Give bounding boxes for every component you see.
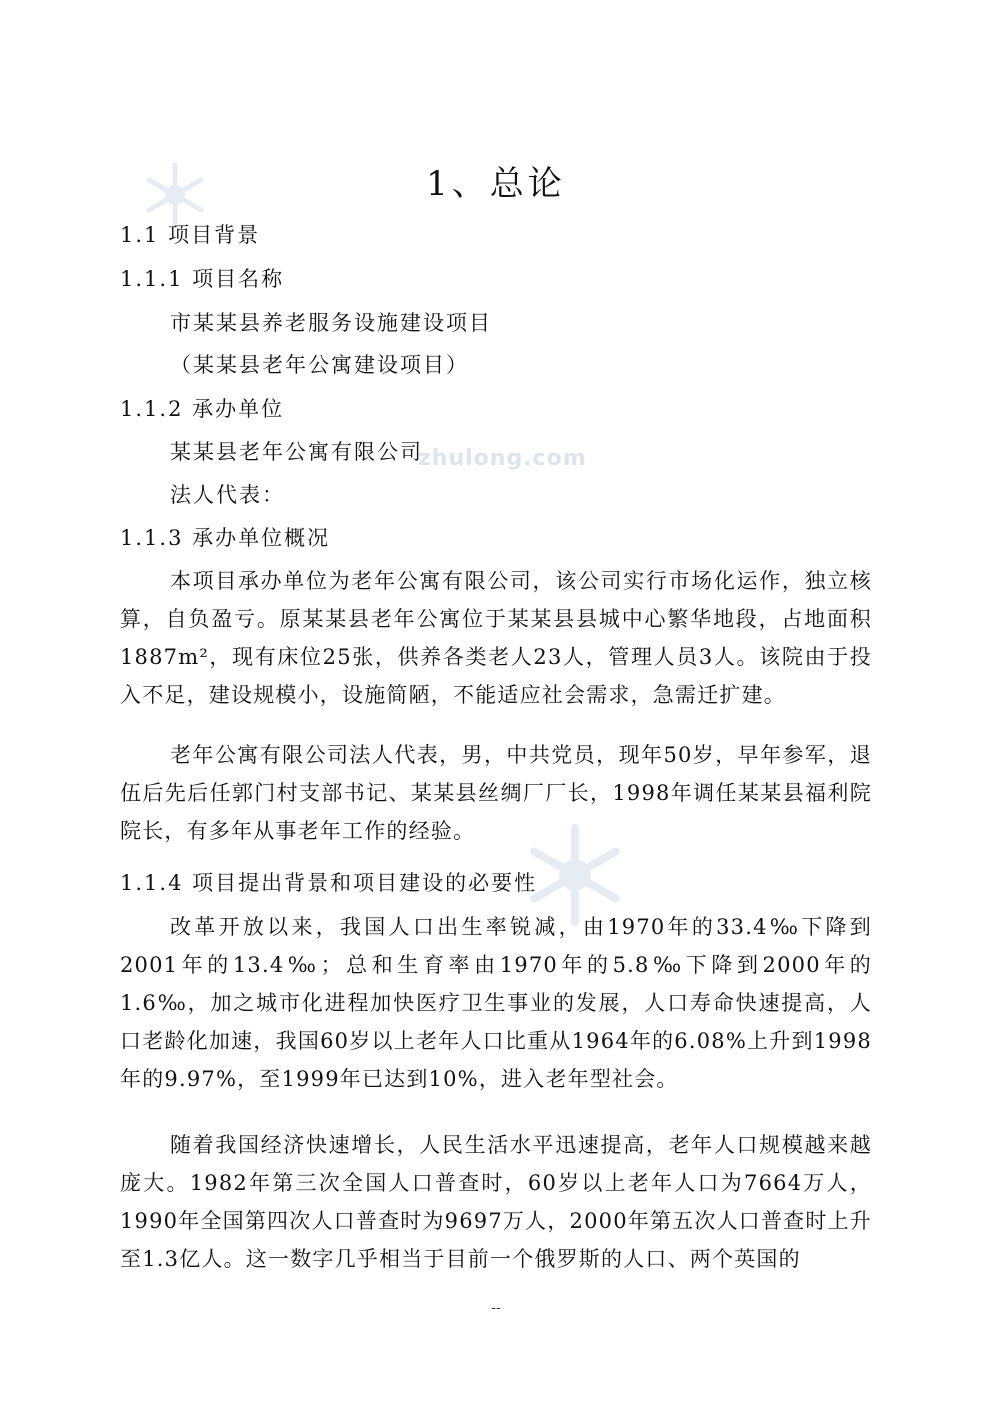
legal-representative: 法人代表： — [170, 483, 285, 507]
section-heading: 1.1.1 项目名称 — [120, 267, 285, 291]
section-heading: 1.1 项目背景 — [120, 223, 261, 247]
section-heading: 1.1.4 项目提出背景和项目建设的必要性 — [120, 871, 538, 895]
paragraph: 随着我国经济快速增长，人民生活水平迅速提高，老年人口规模越来越庞大。1982年第三次全国人口普查时，60岁以上老年人口为7664万人，1990年全国第四次人口普查时为9697万人，2000年第五次人口普查时上升至1.3亿人。这一数字几乎相当于目前一个俄罗斯的人口、两个英国的 — [120, 1133, 872, 1271]
paragraph: 本项目承办单位为老年公寓有限公司，该公司实行市场化运作，独立核算，自负盈亏。原某某县老年公寓位于某某县县城中心繁华地段，占地面积1887m²，现有床位25张，供养各类老人23人，管理人员3人。该院由于投入不足，建设规模小，设施简陋，不能适应社会需求，急需迁扩建。 — [120, 569, 872, 707]
paragraph: 老年公寓有限公司法人代表，男，中共党员，现年50岁，早年参军，退伍后先后任郭门村支部书记、某某县丝绸厂厂长，1998年调任某某县福利院院长，有多年从事老年工作的经验。 — [120, 743, 872, 843]
page-footer: -- — [491, 1300, 501, 1316]
section-heading: 1.1.3 承办单位概况 — [120, 526, 331, 550]
unit-name: 某某县老年公寓有限公司 — [170, 440, 423, 464]
page-title: 1、总论 — [426, 164, 566, 204]
project-name-alt: （某某县老年公寓建设项目） — [170, 353, 469, 377]
project-name: 市某某县养老服务设施建设项目 — [170, 311, 492, 335]
watermark-text: zhulong.com — [418, 446, 587, 471]
paragraph: 改革开放以来，我国人口出生率锐减，由1970年的33.4‰下降到2001年的13.4‰；总和生育率由1970年的5.8‰下降到2000年的1.6‰，加之城市化进程加快医疗卫生事业的发展，人口寿命快速提高，人口老龄化加速，我国60岁以上老年人口比重从1964年的6.08%上升到1998年的9.97%，至1999年已达到10%，进入老年型社会。 — [120, 915, 872, 1091]
section-heading: 1.1.2 承办单位 — [120, 397, 285, 421]
